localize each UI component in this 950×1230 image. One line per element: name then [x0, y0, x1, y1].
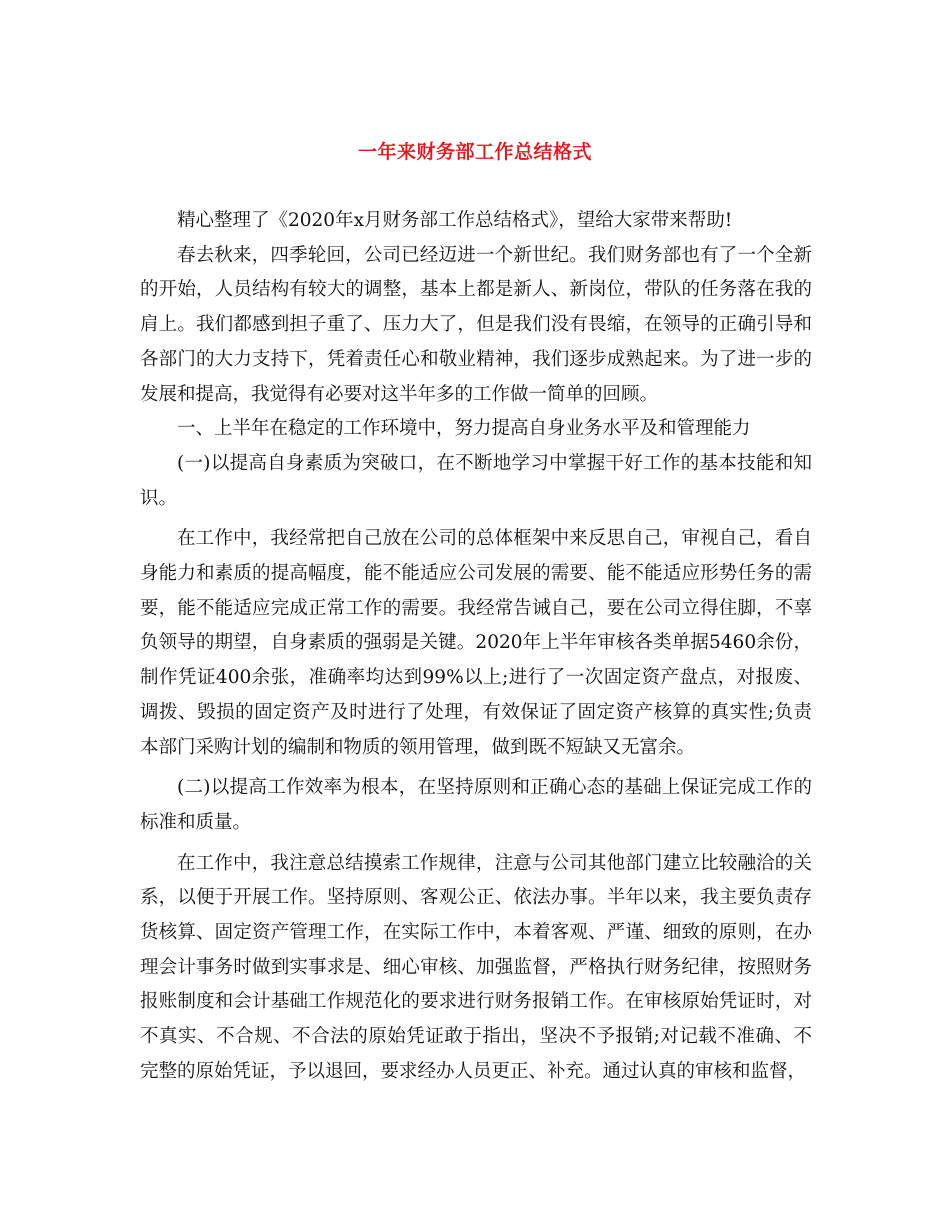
document-title: 一年来财务部工作总结格式 — [357, 141, 592, 163]
document-body — [140, 204, 812, 1090]
body-paragraph: 在工作中，我经常把自己放在公司的总体框架中来反思自己，审视自己，看自身能力和素质的提高幅度，能不能适应公司发展的需要、能不能适应形势任务的需要，能不能适应完成正常工作的需要。我经常告诫自己，要在公司立得住脚，不辜负领导的期望，自身素质的强弱是关键。2020年上半年审核各类单据5460余份，制作凭证400余张，准确率均达到99%以上;进行了一次固定资产盘点，对报废、调拨、毁损的固定资产及时进行了处理，有效保证了固定资产核算的真实性;负责本部门采购计划的编制和物质的领用管理，做到既不短缺又无富余。 — [140, 528, 812, 758]
body-paragraph: 春去秋来，四季轮回，公司已经迈进一个新世纪。我们财务部也有了一个全新的开始，人员结构有较大的调整，基本上都是新人、新岗位，带队的任务落在我的肩上。我们都感到担子重了、压力大了，但是我们没有畏缩，在领导的正确引导和各部门的大力支持下，凭着责任心和敬业精神，我们逐步成熟起来。为了进一步的发展和提高，我觉得有必要对这半年多的工作做一简单的回顾。 — [140, 244, 812, 405]
intro-paragraph: 精心整理了《2020年x月财务部工作总结格式》，望给大家带来帮助! — [177, 210, 733, 231]
subsection-heading: (二)以提高工作效率为根本，在坚持原则和正确心态的基础上保证完成工作的标准和质量。 — [140, 777, 812, 833]
subsection-heading: (一)以提高自身素质为突破口，在不断地学习中掌握干好工作的基本技能和知识。 — [140, 452, 812, 509]
body-paragraph: 在工作中，我注意总结摸索工作规律，注意与公司其他部门建立比较融洽的关系，以便于开展工作。坚持原则、客观公正、依法办事。半年以来，我主要负责存货核算、固定资产管理工作，在实际工作中，本着客观、严谨、细致的原则，在办理会计事务时做到实事求是、细心审核、加强监督，严格执行财务纪律，按照财务报账制度和会计基础工作规范化的要求进行财务报销工作。在审核原始凭证时，对不真实、不合规、不合法的原始凭证敢于指出，坚决不予报销;对记载不准确、不完整的原始凭证，予以退回，要求经办人员更正、补充。通过认真的审核和监督， — [140, 852, 812, 1082]
section-heading: 一、上半年在稳定的工作环境中，努力提高自身业务水平及和管理能力 — [177, 418, 751, 440]
